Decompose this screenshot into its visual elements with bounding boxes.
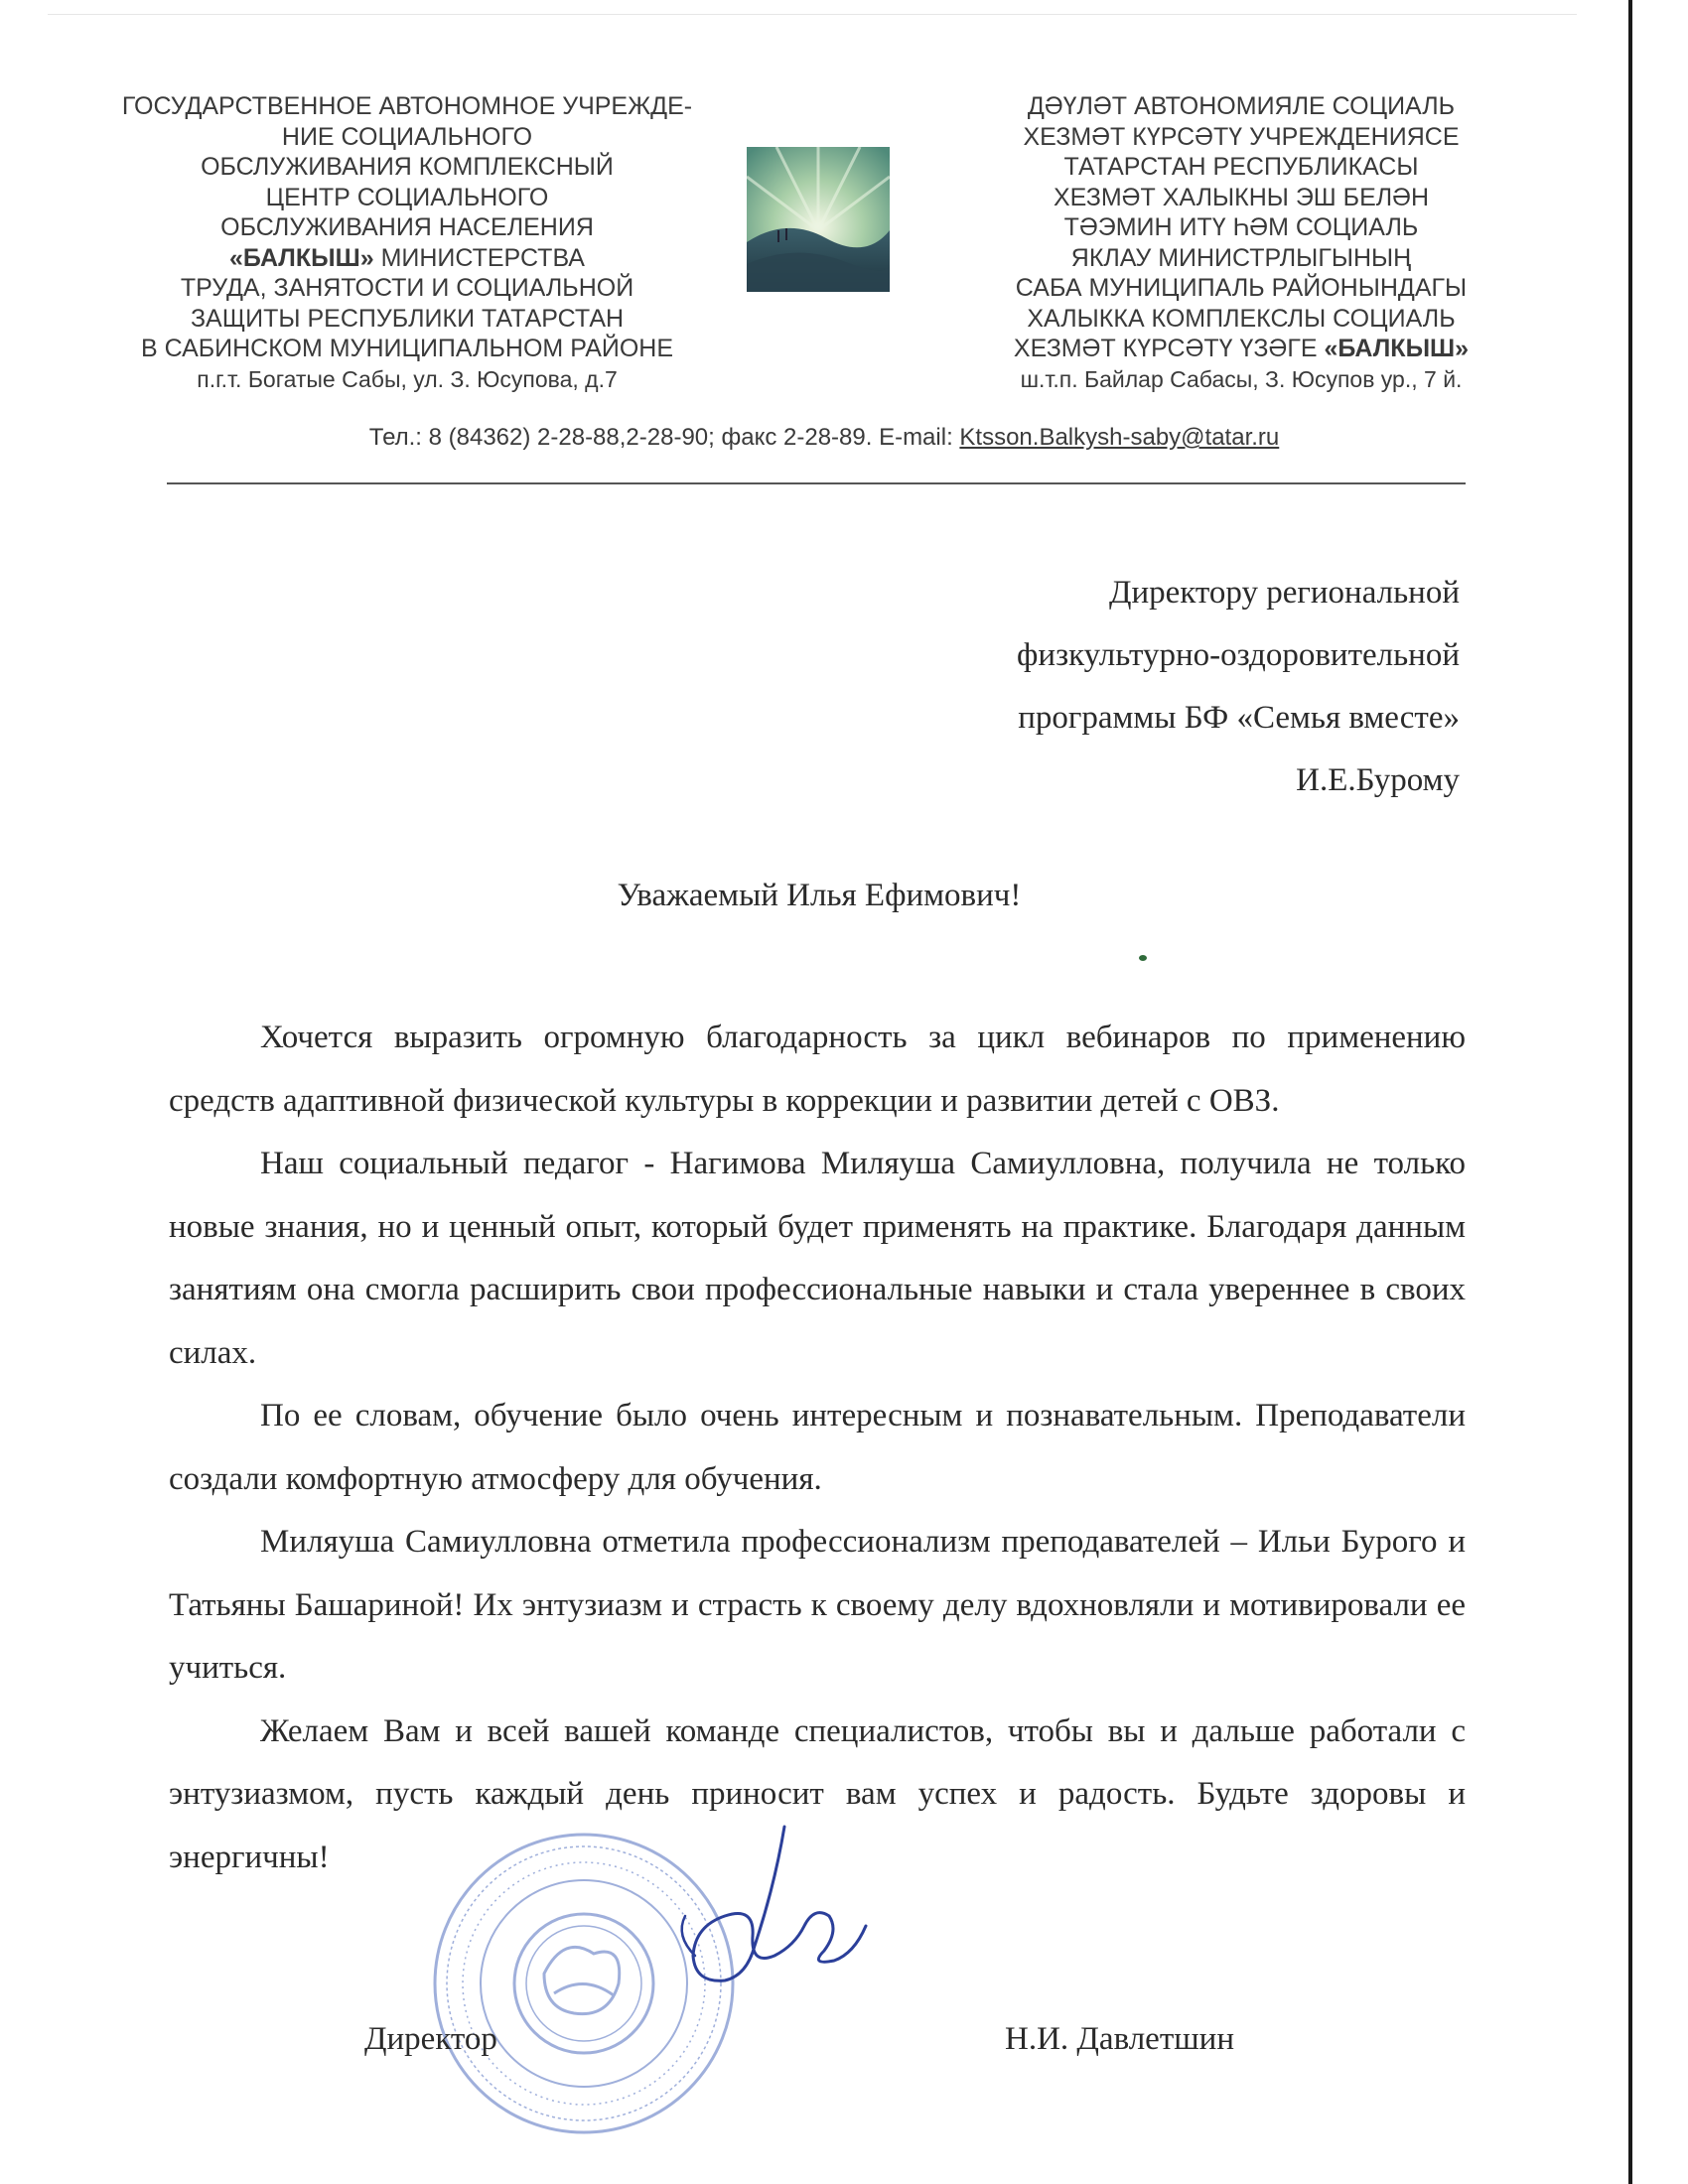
header-divider xyxy=(167,482,1466,484)
letterhead-left-line: ЗАЩИТЫ РЕСПУБЛИКИ ТАТАРСТАН xyxy=(190,304,625,333)
letter-body xyxy=(169,1007,1466,1889)
letterhead-right-line: ХЕЗМӘТ КҮРСӘТҮ ҮЗӘГЕ xyxy=(1013,335,1325,362)
organization-logo xyxy=(747,147,890,292)
scan-speck xyxy=(1139,955,1147,961)
signer-title: Директор xyxy=(364,2021,497,2057)
letterhead-left-line: ЦЕНТР СОЦИАЛЬНОГО xyxy=(265,183,549,211)
contacts-line xyxy=(169,424,1479,452)
body-paragraph: Хочется выразить огромную благодарность за цикл вебинаров по применению средств адаптивной физической культуры в коррекции и развитии детей с ОВЗ. xyxy=(169,1020,1466,1119)
letterhead-left-address: п.г.т. Богатые Сабы, ул. З. Юсупова, д.7 xyxy=(197,365,618,392)
signature xyxy=(635,1807,884,1995)
letterhead-left-line: МИНИСТЕРСТВА xyxy=(373,243,585,272)
letterhead-right-brand-line xyxy=(963,334,1519,364)
scan-top-line xyxy=(48,14,1577,15)
body-paragraph: Миляуша Самиулловна отметила профессионализм преподавателей – Ильи Бурого и Татьяны Башариной! Их энтузиазм и страсть к своему делу вдохновляли и мотивировали ее учиться. xyxy=(169,1524,1466,1686)
addressee-line: И.Е.Бурому xyxy=(1296,762,1460,798)
letterhead-right-line: ТӘЭМИН ИТҮ ҺӘМ СОЦИАЛЬ xyxy=(1063,213,1419,241)
letterhead-right-line: ХЕЗМӘТ ХАЛЫКНЫ ЭШ БЕЛӘН xyxy=(1053,183,1430,211)
letterhead-right xyxy=(963,91,1519,394)
contacts-text: Тел.: 8 (84362) 2-28-88,2-28-90; факс 2-28-89. E-mail: xyxy=(368,424,960,451)
body-paragraph: Желаем Вам и всей вашей команде специалистов, чтобы вы и дальше работали с энтузиазмом, пусть каждый день приносит вам успех и радость. Будьте здоровы и энергичны! xyxy=(169,1712,1466,1875)
letterhead-left-line: ОБСЛУЖИВАНИЯ КОМПЛЕКСНЫЙ xyxy=(201,153,614,181)
letterhead-right-address: ш.т.п. Байлар Сабасы, З. Юсупов ур., 7 й. xyxy=(1020,365,1463,392)
salutation: Уважаемый Илья Ефимович! xyxy=(617,878,1022,913)
brand-name: «БАЛКЫШ» xyxy=(229,243,374,272)
letterhead-left-line: В САБИНСКОМ МУНИЦИПАЛЬНОМ РАЙОНЕ xyxy=(140,335,674,362)
body-paragraph: Наш социальный педагог - Нагимова Миляуша Самиулловна, получила не только новые знания, но и ценный опыт, который будет применять на практике. Благодаря данным занятиям она смогла расширить свои профессиональные навыки и стала увереннее в своих силах. xyxy=(169,1146,1466,1371)
letterhead-right-line: САБА МУНИЦИПАЛЬ РАЙОНЫНДАГЫ xyxy=(1015,274,1468,302)
letterhead-right-line: ХЕЗМӘТ КҮРСӘТҮ УЧРЕЖДЕНИЯСЕ xyxy=(1023,122,1460,151)
letterhead-left-line: НИЕ СОЦИАЛЬНОГО xyxy=(281,122,533,151)
brand-name: «БАЛКЫШ» xyxy=(1324,335,1470,362)
signer-name: Н.И. Давлетшин xyxy=(1005,2021,1234,2057)
letterhead-right-line: ЯКЛАУ МИНИСТРЛЫГЫНЫҢ xyxy=(1070,243,1412,272)
letterhead-right-line: ДӘҮЛӘТ АВТОНОМИЯЛЕ СОЦИАЛЬ xyxy=(1027,92,1456,120)
scan-page-edge xyxy=(1628,0,1632,2184)
addressee-line: Директору региональной xyxy=(1109,575,1460,611)
letterhead-left xyxy=(99,91,715,394)
letterhead-right-line: ХАЛЫККА КОМПЛЕКСЛЫ СОЦИАЛЬ xyxy=(1027,304,1456,333)
addressee-line: программы БФ «Семья вместе» xyxy=(1018,700,1460,736)
letterhead-left-line: ГОСУДАРСТВЕННОЕ АВТОНОМНОЕ УЧРЕЖДЕ- xyxy=(121,92,693,120)
addressee-block xyxy=(894,562,1460,812)
addressee-line: физкультурно-оздоровительной xyxy=(1017,637,1460,673)
body-paragraph: По ее словам, обучение было очень интересным и познавательным. Преподаватели создали комфортную атмосферу для обучения. xyxy=(169,1398,1466,1497)
letterhead-left-brand-line xyxy=(99,243,715,274)
email-link[interactable]: Ktsson.Balkysh-saby@tatar.ru xyxy=(959,424,1280,451)
letterhead-right-line: ТАТАРСТАН РЕСПУБЛИКАСЫ xyxy=(1063,153,1419,181)
letterhead-left-line: ОБСЛУЖИВАНИЯ НАСЕЛЕНИЯ xyxy=(220,213,594,241)
letterhead-left-line: ТРУДА, ЗАНЯТОСТИ И СОЦИАЛЬНОЙ xyxy=(180,274,634,302)
